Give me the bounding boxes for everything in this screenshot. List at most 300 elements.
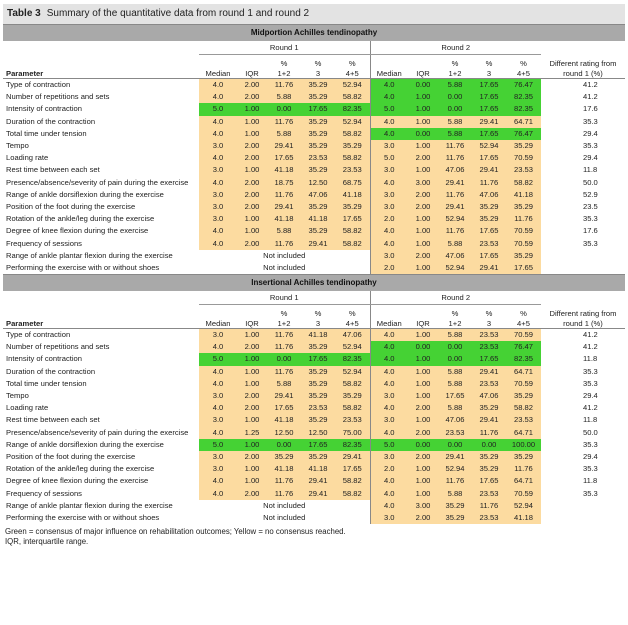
table-row — [3, 329, 625, 342]
not-included-cell: Not included — [263, 250, 306, 260]
round-1-value: 1.25 — [237, 427, 267, 439]
round-1-value: 17.65 — [335, 463, 370, 475]
round-2-value: 29.41 — [472, 262, 506, 275]
round-2-value: 47.06 — [438, 250, 472, 262]
different-rating-cell: 35.3 — [583, 214, 598, 224]
different-rating-cell: 35.3 — [583, 116, 598, 126]
round-2-value: 11.76 — [506, 463, 541, 475]
header-r1-p3: % 3 — [301, 55, 335, 79]
round-2-value: 5.88 — [438, 487, 472, 499]
round-2-value: 47.06 — [472, 390, 506, 402]
round-1-value: 3.0 — [199, 451, 237, 463]
header-r2-iqr: IQR — [408, 55, 438, 79]
table-caption — [3, 4, 625, 24]
parameter-cell: Presence/absence/severity of pain during the exercise — [6, 427, 189, 437]
parameter-cell: Duration of the contraction — [6, 116, 96, 126]
round-1-value: 1.00 — [237, 439, 267, 451]
round-1-value: 58.82 — [335, 475, 370, 487]
round-2-value: 1.00 — [408, 140, 438, 152]
parameter-cell: Loading rate — [6, 153, 49, 163]
table-row — [3, 427, 625, 439]
round-2-value: 52.94 — [438, 463, 472, 475]
section-title: Midportion Achilles tendinopathy — [3, 25, 625, 42]
round-2-value: 35.29 — [472, 463, 506, 475]
round-1-value: 4.0 — [199, 79, 237, 92]
different-rating-cell: 23.5 — [583, 201, 598, 211]
parameter-cell: Position of the foot during the exercise — [6, 451, 136, 461]
round-1-value: 41.18 — [335, 189, 370, 201]
round-spacer — [3, 291, 199, 305]
round-2-value: 4.0 — [370, 475, 408, 487]
header-r2-iqr: IQR — [408, 305, 438, 329]
round-2-value: 2.00 — [408, 402, 438, 414]
summary-table — [3, 24, 625, 524]
round-1-value: 2.00 — [237, 91, 267, 103]
header-r2-p12: % 1+2 — [438, 305, 472, 329]
round-1-value: 2.00 — [237, 451, 267, 463]
round-2-value: 100.00 — [506, 439, 541, 451]
round-1-value: 4.0 — [199, 152, 237, 164]
table-row — [3, 250, 625, 262]
different-rating-cell: 41.2 — [583, 330, 598, 340]
round-2-value: 11.76 — [506, 213, 541, 225]
round-2-value: 17.65 — [472, 353, 506, 365]
table-row — [3, 487, 625, 499]
round-2-value: 2.0 — [370, 262, 408, 275]
round-2-value: 0.00 — [472, 439, 506, 451]
table-row — [3, 189, 625, 201]
round-1-value: 1.00 — [237, 103, 267, 115]
round-1-value: 75.00 — [335, 427, 370, 439]
round-2-value: 35.29 — [472, 451, 506, 463]
round-2-value: 4.0 — [370, 378, 408, 390]
parameter-cell: Intensity of contraction — [6, 354, 82, 364]
round-1-value: 4.0 — [199, 237, 237, 249]
round-2-label: Round 2 — [370, 41, 541, 55]
round-2-value: 4.0 — [370, 402, 408, 414]
round-1-value: 35.29 — [267, 451, 301, 463]
header-r1-iqr: IQR — [237, 55, 267, 79]
round-spacer — [541, 291, 625, 305]
not-included-cell: Not included — [263, 262, 306, 272]
parameter-cell: Rotation of the ankle/leg during the exercise — [6, 214, 155, 224]
round-2-value: 2.00 — [408, 512, 438, 524]
round-1-value: 41.18 — [301, 463, 335, 475]
parameter-cell: Duration of the contraction — [6, 366, 96, 376]
round-1-value: 35.29 — [301, 225, 335, 237]
round-2-value: 11.76 — [472, 427, 506, 439]
round-1-value: 41.18 — [267, 463, 301, 475]
round-2-value: 0.00 — [438, 353, 472, 365]
round-2-value: 58.82 — [506, 402, 541, 414]
round-2-value: 4.0 — [370, 487, 408, 499]
different-rating-cell: 35.3 — [583, 464, 598, 474]
round-2-value: 0.00 — [408, 128, 438, 140]
round-2-value: 2.00 — [408, 427, 438, 439]
round-2-value: 11.76 — [438, 140, 472, 152]
round-1-value: 11.76 — [267, 475, 301, 487]
different-rating-cell — [541, 500, 625, 512]
round-1-value: 2.00 — [237, 237, 267, 249]
round-1-value: 58.82 — [335, 487, 370, 499]
round-2-value: 70.59 — [506, 378, 541, 390]
table-row — [3, 378, 625, 390]
round-2-value: 17.65 — [472, 152, 506, 164]
round-2-value: 29.41 — [438, 177, 472, 189]
round-1-value: 2.00 — [237, 341, 267, 353]
round-2-value: 0.00 — [408, 439, 438, 451]
round-1-value: 4.0 — [199, 116, 237, 128]
header-r1-iqr: IQR — [237, 305, 267, 329]
round-2-value: 5.0 — [370, 439, 408, 451]
header-r2-p3: % 3 — [472, 305, 506, 329]
round-1-value: 3.0 — [199, 390, 237, 402]
round-2-value: 64.71 — [506, 475, 541, 487]
round-2-value: 70.59 — [506, 152, 541, 164]
parameter-cell: Range of ankle plantar flexion during the exercise — [6, 500, 173, 510]
different-rating-cell — [541, 262, 625, 275]
table-row — [3, 475, 625, 487]
round-1-value: 1.00 — [237, 463, 267, 475]
round-1-value: 1.00 — [237, 353, 267, 365]
round-2-value: 52.94 — [472, 140, 506, 152]
round-2-value: 0.00 — [438, 439, 472, 451]
round-1-value: 11.76 — [267, 237, 301, 249]
round-2-value: 1.00 — [408, 116, 438, 128]
round-2-value: 4.0 — [370, 427, 408, 439]
round-1-value: 58.82 — [335, 225, 370, 237]
round-1-value: 5.88 — [267, 128, 301, 140]
round-2-value: 35.29 — [438, 512, 472, 524]
round-1-value: 1.00 — [237, 128, 267, 140]
round-1-value: 5.0 — [199, 439, 237, 451]
round-1-value: 29.41 — [301, 237, 335, 249]
round-2-value: 47.06 — [472, 189, 506, 201]
round-2-value: 76.47 — [506, 341, 541, 353]
round-2-value: 52.94 — [438, 213, 472, 225]
round-2-value: 23.53 — [472, 512, 506, 524]
round-2-value: 1.00 — [408, 353, 438, 365]
caption-text: Summary of the quantitative data from round 1 and round 2 — [46, 8, 310, 19]
different-rating-cell: 11.8 — [583, 476, 598, 486]
table-row — [3, 103, 625, 115]
section-header-row — [3, 25, 625, 42]
different-rating-cell: 41.2 — [583, 403, 598, 413]
parameter-cell: Loading rate — [6, 403, 49, 413]
parameter-cell: Range of ankle dorsiflexion during the exercise — [6, 189, 164, 199]
table-label: Table 3 — [7, 8, 41, 19]
round-1-value: 11.76 — [267, 116, 301, 128]
round-1-value: 2.00 — [237, 201, 267, 213]
round-2-value: 70.59 — [506, 329, 541, 342]
round-2-value: 1.00 — [408, 329, 438, 342]
round-2-value: 1.00 — [408, 164, 438, 176]
parameter-cell: Tempo — [6, 141, 29, 151]
round-1-value: 58.82 — [335, 91, 370, 103]
round-1-label: Round 1 — [199, 291, 370, 305]
parameter-cell: Range of ankle plantar flexion during the exercise — [6, 250, 173, 260]
round-1-value: 1.00 — [237, 378, 267, 390]
round-2-value: 3.0 — [370, 414, 408, 426]
round-2-value: 3.00 — [408, 500, 438, 512]
round-2-value: 41.18 — [506, 512, 541, 524]
round-2-value: 4.0 — [370, 341, 408, 353]
round-2-value: 1.00 — [408, 237, 438, 249]
round-2-value: 35.29 — [506, 390, 541, 402]
round-1-value: 1.00 — [237, 366, 267, 378]
round-1-value: 4.0 — [199, 177, 237, 189]
round-2-value: 70.59 — [506, 225, 541, 237]
round-1-value: 12.50 — [301, 427, 335, 439]
round-1-value: 68.75 — [335, 177, 370, 189]
round-1-value: 1.00 — [237, 164, 267, 176]
different-rating-cell: 17.6 — [583, 104, 598, 114]
not-included-cell: Not included — [263, 512, 306, 522]
round-1-value: 3.0 — [199, 140, 237, 152]
round-header-row — [3, 291, 625, 305]
round-1-value: 29.41 — [267, 201, 301, 213]
round-1-value: 18.75 — [267, 177, 301, 189]
round-1-value: 35.29 — [301, 128, 335, 140]
round-2-value: 11.76 — [438, 189, 472, 201]
round-2-label: Round 2 — [370, 291, 541, 305]
round-2-value: 5.0 — [370, 152, 408, 164]
different-rating-cell: 35.3 — [583, 238, 598, 248]
round-2-value: 70.59 — [506, 237, 541, 249]
column-header-row — [3, 55, 625, 79]
round-1-value: 52.94 — [335, 79, 370, 92]
round-2-value: 4.0 — [370, 237, 408, 249]
parameter-cell: Degree of knee flexion during the exercise — [6, 226, 149, 236]
round-1-value: 35.29 — [335, 201, 370, 213]
round-2-value: 35.29 — [472, 402, 506, 414]
parameter-cell: Rest time between each set — [6, 165, 100, 175]
round-2-value: 5.88 — [438, 116, 472, 128]
round-2-value: 1.00 — [408, 378, 438, 390]
round-1-value: 1.00 — [237, 225, 267, 237]
header-r1-p12: % 1+2 — [267, 55, 301, 79]
parameter-cell: Total time under tension — [6, 128, 87, 138]
round-2-value: 29.41 — [472, 366, 506, 378]
round-2-value: 17.65 — [472, 103, 506, 115]
round-2-value: 0.00 — [438, 91, 472, 103]
round-1-value: 17.65 — [267, 152, 301, 164]
round-2-value: 23.53 — [506, 164, 541, 176]
round-2-value: 4.0 — [370, 225, 408, 237]
parameter-cell: Degree of knee flexion during the exercise — [6, 476, 149, 486]
column-header-row — [3, 305, 625, 329]
round-spacer — [3, 41, 199, 55]
header-different-rating: Different rating from round 1 (%) — [541, 55, 625, 79]
round-1-value: 0.00 — [267, 353, 301, 365]
header-r2-p3: % 3 — [472, 55, 506, 79]
round-1-value: 58.82 — [335, 128, 370, 140]
round-1-value: 11.76 — [267, 329, 301, 342]
round-2-value: 35.29 — [506, 140, 541, 152]
header-r1-p3: % 3 — [301, 305, 335, 329]
section-header-row — [3, 275, 625, 292]
different-rating-cell — [541, 250, 625, 262]
round-2-value: 17.65 — [506, 262, 541, 275]
round-1-value: 52.94 — [335, 341, 370, 353]
round-2-value: 29.41 — [438, 451, 472, 463]
table-row — [3, 128, 625, 140]
round-1-value: 4.0 — [199, 91, 237, 103]
round-1-value: 17.65 — [335, 213, 370, 225]
round-2-value: 3.0 — [370, 201, 408, 213]
different-rating-cell: 17.6 — [583, 226, 598, 236]
different-rating-cell: 41.2 — [583, 80, 598, 90]
round-2-value: 35.29 — [506, 250, 541, 262]
round-header-row — [3, 41, 625, 55]
round-2-value: 1.00 — [408, 225, 438, 237]
round-2-value: 2.00 — [408, 250, 438, 262]
different-rating-cell: 35.3 — [583, 378, 598, 388]
header-r1-p12: % 1+2 — [267, 305, 301, 329]
round-1-value: 5.0 — [199, 103, 237, 115]
round-1-value: 35.29 — [301, 451, 335, 463]
round-1-value: 35.29 — [301, 164, 335, 176]
round-2-value: 5.88 — [438, 237, 472, 249]
round-2-value: 35.29 — [472, 201, 506, 213]
table-row — [3, 91, 625, 103]
round-2-value: 82.35 — [506, 91, 541, 103]
round-2-value: 2.00 — [408, 152, 438, 164]
round-2-value: 3.0 — [370, 512, 408, 524]
round-1-value: 3.0 — [199, 201, 237, 213]
parameter-cell: Intensity of contraction — [6, 104, 82, 114]
round-1-value: 17.65 — [267, 402, 301, 414]
round-2-value: 1.00 — [408, 91, 438, 103]
round-2-value: 4.0 — [370, 366, 408, 378]
round-1-value: 82.35 — [335, 103, 370, 115]
round-2-value: 2.00 — [408, 189, 438, 201]
different-rating-cell: 35.3 — [583, 366, 598, 376]
round-2-value: 1.00 — [408, 475, 438, 487]
table-row — [3, 201, 625, 213]
different-rating-cell: 29.4 — [583, 391, 598, 401]
round-1-value: 11.76 — [267, 189, 301, 201]
round-1-value: 2.00 — [237, 487, 267, 499]
not-included-cell: Not included — [263, 500, 306, 510]
round-2-value: 3.0 — [370, 451, 408, 463]
table-row — [3, 390, 625, 402]
round-2-value: 1.00 — [408, 262, 438, 275]
round-1-value: 2.00 — [237, 177, 267, 189]
round-1-value: 58.82 — [335, 378, 370, 390]
round-1-value: 11.76 — [267, 341, 301, 353]
different-rating-cell: 11.8 — [583, 354, 598, 364]
round-1-value: 29.41 — [267, 140, 301, 152]
round-2-value: 4.0 — [370, 116, 408, 128]
round-2-value: 4.0 — [370, 177, 408, 189]
round-2-value: 0.00 — [438, 103, 472, 115]
round-1-value: 41.18 — [267, 164, 301, 176]
round-1-value: 12.50 — [267, 427, 301, 439]
round-1-value: 23.53 — [335, 164, 370, 176]
round-2-value: 35.29 — [506, 201, 541, 213]
round-1-value: 3.0 — [199, 213, 237, 225]
round-1-value: 4.0 — [199, 341, 237, 353]
parameter-cell: Rotation of the ankle/leg during the exercise — [6, 464, 155, 474]
round-2-value: 23.53 — [506, 414, 541, 426]
parameter-cell: Performing the exercise with or without shoes — [6, 262, 160, 272]
round-2-value: 29.41 — [472, 116, 506, 128]
round-1-value: 2.00 — [237, 402, 267, 414]
round-1-value: 11.76 — [267, 366, 301, 378]
round-1-value: 4.0 — [199, 128, 237, 140]
round-2-value: 17.65 — [472, 250, 506, 262]
round-2-value: 41.18 — [506, 189, 541, 201]
round-1-value: 35.29 — [335, 390, 370, 402]
round-1-value: 1.00 — [237, 116, 267, 128]
round-1-value: 3.0 — [199, 189, 237, 201]
header-r1-p45: % 4+5 — [335, 55, 370, 79]
round-1-value: 4.0 — [199, 475, 237, 487]
round-2-value: 82.35 — [506, 353, 541, 365]
round-2-value: 4.0 — [370, 353, 408, 365]
round-1-value: 23.53 — [335, 414, 370, 426]
header-r2-p45: % 4+5 — [506, 305, 541, 329]
round-2-value: 23.53 — [472, 487, 506, 499]
round-2-value: 3.00 — [408, 177, 438, 189]
round-1-value: 35.29 — [301, 414, 335, 426]
round-1-value: 35.29 — [301, 79, 335, 92]
round-1-value: 82.35 — [335, 439, 370, 451]
round-1-value: 3.0 — [199, 414, 237, 426]
round-1-value: 35.29 — [301, 378, 335, 390]
round-2-value: 11.76 — [438, 152, 472, 164]
round-1-value: 5.0 — [199, 353, 237, 365]
table-row — [3, 164, 625, 176]
parameter-cell: Tempo — [6, 391, 29, 401]
round-2-value: 64.71 — [506, 366, 541, 378]
header-parameter: Parameter — [3, 55, 199, 79]
round-1-value: 35.29 — [335, 140, 370, 152]
section-title: Insertional Achilles tendinopathy — [3, 275, 625, 292]
round-2-value: 1.00 — [408, 390, 438, 402]
footnote-legend: Green = consensus of major influence on rehabilitation outcomes; Yellow = no consensus reached. — [5, 527, 346, 536]
round-2-value: 23.53 — [438, 427, 472, 439]
round-2-value: 4.0 — [370, 128, 408, 140]
header-r2-median: Median — [370, 305, 408, 329]
round-1-value: 82.35 — [335, 353, 370, 365]
round-1-value: 2.00 — [237, 189, 267, 201]
table-row — [3, 213, 625, 225]
parameter-cell: Total time under tension — [6, 378, 87, 388]
round-2-value: 2.00 — [408, 451, 438, 463]
table-row — [3, 237, 625, 249]
round-2-value: 2.00 — [408, 201, 438, 213]
round-2-value: 0.00 — [438, 341, 472, 353]
round-2-value: 1.00 — [408, 103, 438, 115]
round-1-value: 35.29 — [301, 140, 335, 152]
round-1-value: 58.82 — [335, 402, 370, 414]
parameter-cell: Type of contraction — [6, 330, 71, 340]
round-1-value: 52.94 — [335, 366, 370, 378]
round-1-value: 5.88 — [267, 91, 301, 103]
round-2-value: 1.00 — [408, 487, 438, 499]
round-1-value: 29.41 — [335, 451, 370, 463]
different-rating-cell: 29.4 — [583, 128, 598, 138]
round-1-value: 29.41 — [267, 390, 301, 402]
table-row — [3, 366, 625, 378]
round-2-value: 35.29 — [506, 451, 541, 463]
table-row — [3, 512, 625, 524]
round-2-value: 17.65 — [438, 390, 472, 402]
round-2-value: 70.59 — [506, 487, 541, 499]
round-2-value: 1.00 — [408, 463, 438, 475]
